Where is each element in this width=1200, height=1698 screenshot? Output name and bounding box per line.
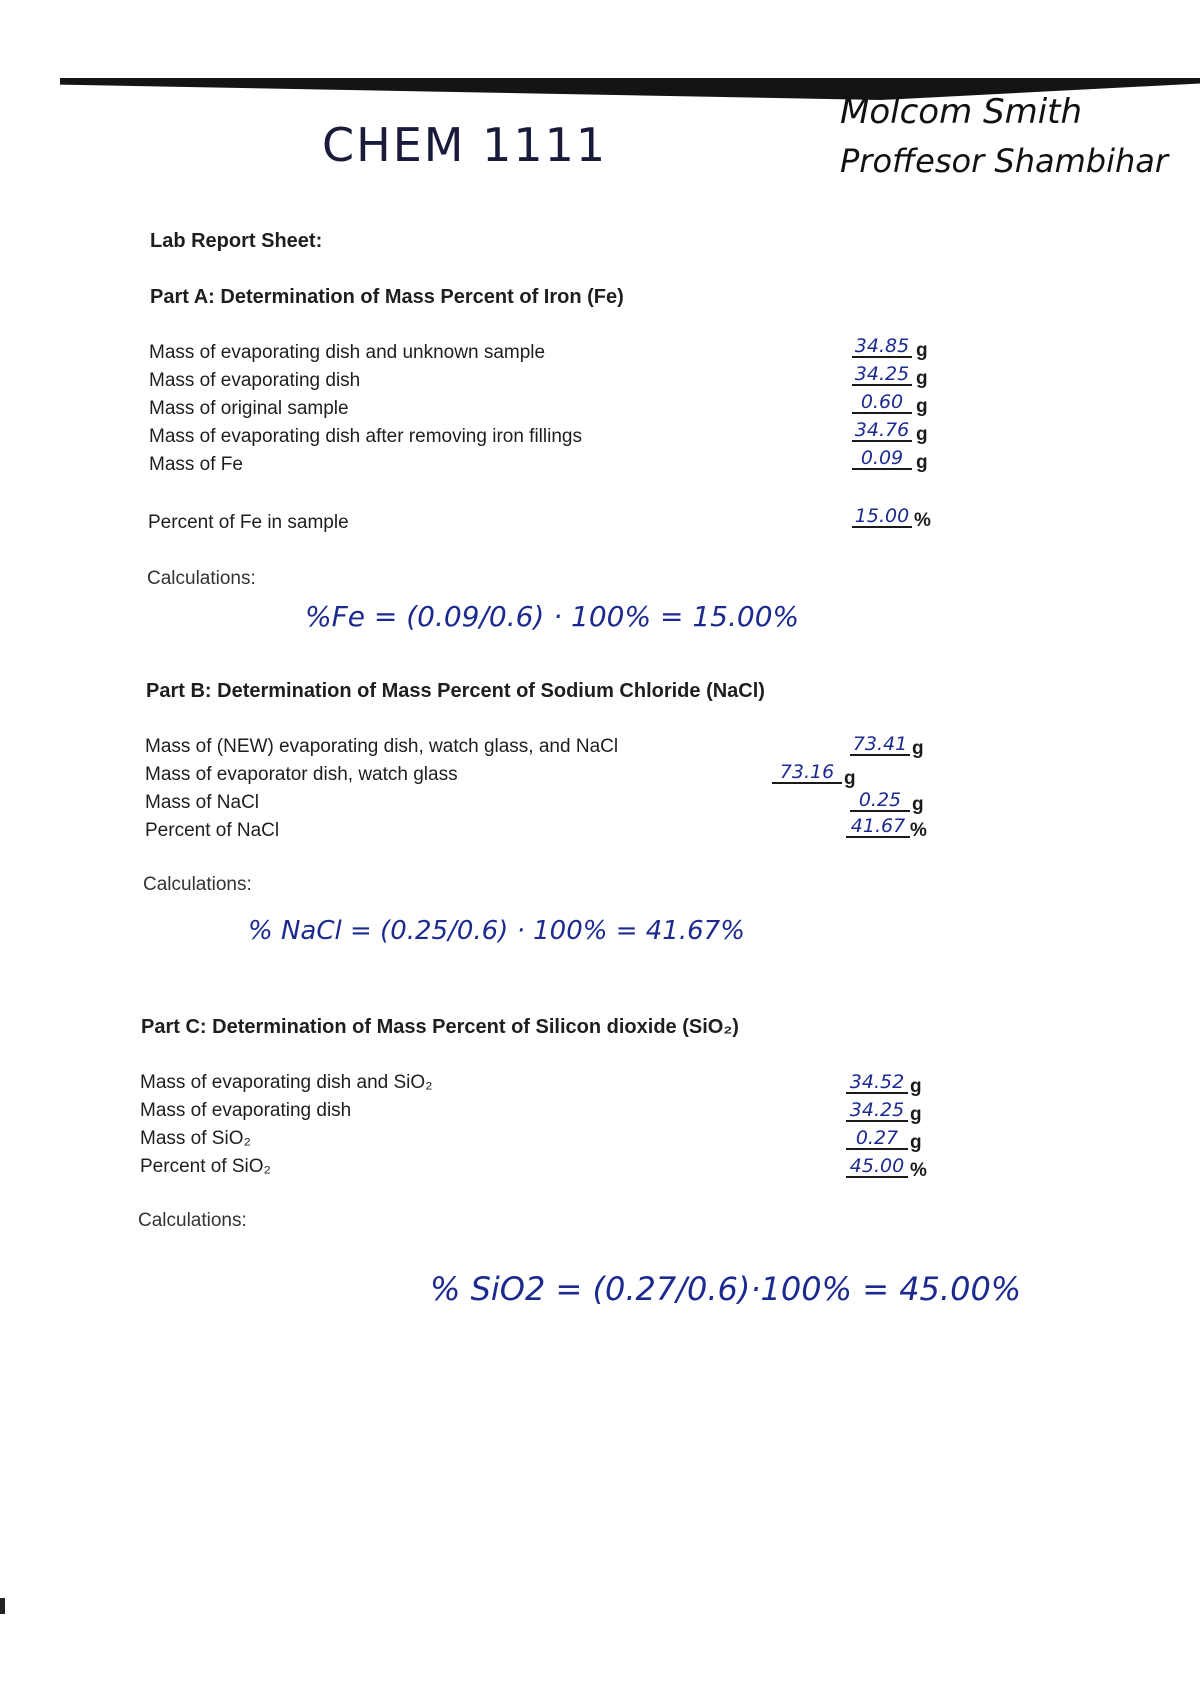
part-a-percent-label: Percent of Fe in sample — [148, 512, 349, 533]
part-a-unit: g — [916, 452, 928, 473]
part-c-row-label: Mass of evaporating dish — [140, 1100, 352, 1121]
part-a-row-label: Mass of Fe — [149, 454, 243, 475]
part-a-row-label: Mass of evaporating dish — [149, 370, 361, 391]
part-c-answer-value: 34.25 — [846, 1100, 908, 1122]
part-a-percent-value: 15.00 — [852, 506, 912, 528]
course-title: CHEM 1111 — [322, 118, 608, 172]
sheet-title: Lab Report Sheet: — [150, 230, 323, 252]
part-a-answer-value: 0.09 — [852, 448, 912, 470]
part-a-row-label: Mass of original sample — [149, 398, 349, 419]
part-a-unit: g — [916, 340, 928, 361]
part-a-percent-unit: % — [914, 510, 931, 531]
part-a-unit: g — [916, 396, 928, 417]
part-a-answer-value: 34.76 — [852, 420, 912, 442]
part-c-title: Part C: Determination of Mass Percent of Silicon dioxide (SiO₂) — [141, 1016, 739, 1038]
part-b-unit: g — [912, 738, 924, 759]
part-b-answer-value: 73.41 — [850, 734, 910, 756]
part-a-row-label: Mass of evaporating dish and unknown sample — [149, 342, 546, 363]
part-a-calculations-label: Calculations: — [147, 568, 256, 589]
part-a-answer-value: 34.85 — [852, 336, 912, 358]
part-b-row-label: Mass of NaCl — [145, 792, 260, 813]
part-b-answer-value: 73.16 — [772, 762, 842, 784]
part-c-calculations-label: Calculations: — [138, 1210, 247, 1231]
part-b-calculations-label: Calculations: — [143, 874, 252, 895]
part-c-answer-value: 0.27 — [846, 1128, 908, 1150]
part-a-row-label: Mass of evaporating dish after removing iron fillings — [149, 426, 582, 447]
part-c-unit: g — [910, 1104, 922, 1125]
part-b-answer-value: 0.25 — [850, 790, 910, 812]
scan-edge-mark — [0, 1598, 5, 1614]
part-b-unit: % — [910, 820, 927, 841]
part-c-answer-value: 45.00 — [846, 1156, 908, 1178]
part-a-title: Part A: Determination of Mass Percent of Iron (Fe) — [150, 286, 624, 308]
part-b-unit: g — [844, 768, 856, 789]
part-c-unit: g — [910, 1132, 922, 1153]
professor-name: Proffesor Shambihar — [840, 142, 1169, 180]
part-a-calculation: %Fe = (0.09/0.6) · 100% = 15.00% — [305, 600, 800, 633]
part-a-unit: g — [916, 368, 928, 389]
part-c-calculation: % SiO2 = (0.27/0.6)·100% = 45.00% — [430, 1270, 1022, 1308]
part-b-row-label: Mass of evaporator dish, watch glass — [145, 764, 458, 785]
part-a-answer-value: 34.25 — [852, 364, 912, 386]
part-b-answer-value: 41.67 — [846, 816, 910, 838]
part-c-row-label: Mass of SiO₂ — [140, 1128, 251, 1149]
part-b-row-label: Percent of NaCl — [145, 820, 280, 841]
part-b-title: Part B: Determination of Mass Percent of Sodium Chloride (NaCl) — [146, 680, 765, 702]
part-a-unit: g — [916, 424, 928, 445]
part-c-unit: g — [910, 1076, 922, 1097]
student-name: Molcom Smith — [840, 92, 1083, 132]
part-c-row-label: Mass of evaporating dish and SiO₂ — [140, 1072, 433, 1093]
part-b-calculation: % NaCl = (0.25/0.6) · 100% = 41.67% — [248, 916, 745, 946]
part-b-unit: g — [912, 794, 924, 815]
part-c-unit: % — [910, 1160, 927, 1181]
part-c-answer-value: 34.52 — [846, 1072, 908, 1094]
part-c-row-label: Percent of SiO₂ — [140, 1156, 271, 1177]
part-a-answer-value: 0.60 — [852, 392, 912, 414]
part-b-row-label: Mass of (NEW) evaporating dish, watch glass, and NaCl — [145, 736, 619, 757]
